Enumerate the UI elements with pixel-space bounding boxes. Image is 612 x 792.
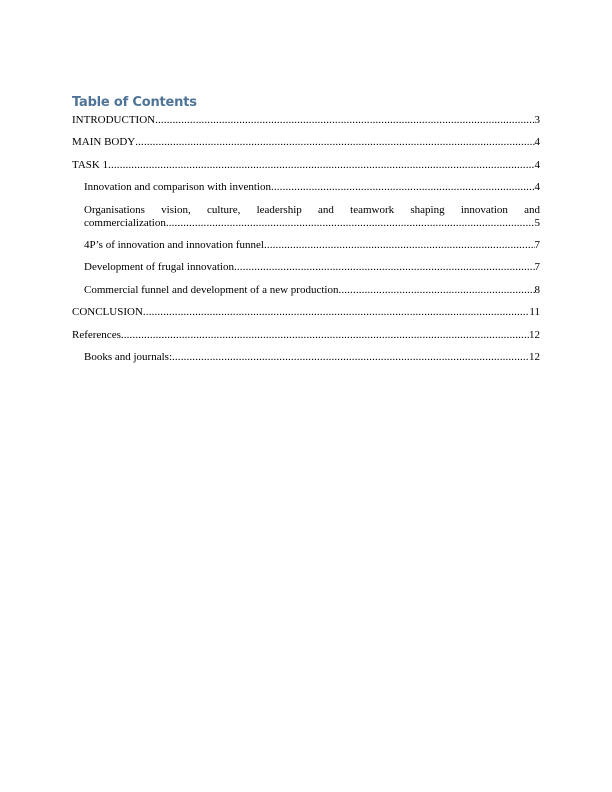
toc-dot-leader [234, 261, 535, 274]
toc-entry-page: 7 [534, 261, 540, 274]
toc-entry-label: CONCLUSION [72, 306, 143, 319]
toc-entry-page: 3 [534, 114, 540, 126]
toc-dot-leader [155, 114, 534, 127]
toc-entry-task-1[interactable] [72, 159, 540, 172]
toc-entry-label: MAIN BODY [72, 136, 136, 149]
toc-entry-page: 4 [534, 181, 540, 194]
toc-entry-4ps-innovation[interactable] [72, 239, 540, 252]
toc-entry-innovation-comparison[interactable] [72, 181, 540, 194]
toc-dot-leader [166, 217, 535, 230]
toc-entry-label: Innovation and comparison with invention [84, 181, 271, 194]
toc-entry-frugal-innovation[interactable] [72, 261, 540, 274]
toc-dot-leader [338, 284, 534, 297]
toc-entry-label: Development of frugal innovation [84, 261, 234, 274]
toc-entry-references[interactable] [72, 329, 540, 342]
toc-entry-page: 5 [534, 216, 540, 229]
toc-entry-page: 7 [534, 238, 540, 251]
toc-entry-page: 11 [529, 306, 540, 319]
toc-dot-leader [264, 239, 535, 252]
toc-entry-books-journals[interactable] [72, 351, 540, 364]
toc-entry-line2 [84, 217, 540, 230]
toc-entry-label: TASK 1 [72, 158, 109, 171]
toc-entry-label: Books and journals: [84, 350, 172, 363]
toc-entry-page: 12 [529, 328, 540, 341]
toc-entry-conclusion[interactable] [72, 306, 540, 319]
toc-entry-label: Commercial funnel and development of a new production [84, 283, 339, 296]
toc-entry-label-line2: commercialization [84, 216, 166, 229]
toc-entry-label: 4P’s of innovation and innovation funnel [84, 238, 264, 251]
toc-dot-leader [121, 329, 529, 342]
toc-title: Table of Contents [72, 95, 197, 110]
toc-entry-label-line1: Organisations vision, culture, leadership and teamwork shaping innovation and [84, 203, 540, 216]
toc-entry-page: 4 [534, 136, 540, 149]
toc-entry-page: 12 [529, 350, 540, 363]
toc-entry-introduction[interactable] [72, 114, 540, 127]
toc-dot-leader [108, 159, 534, 172]
toc-dot-leader [135, 136, 534, 149]
toc-entry-label: INTRODUCTION [72, 114, 156, 126]
toc-entry-main-body[interactable] [72, 136, 540, 149]
toc-entry-organisations-vision[interactable] [72, 204, 540, 230]
toc-entry-page: 4 [534, 158, 540, 171]
toc-dot-leader [271, 181, 535, 194]
toc-entry-commercial-funnel[interactable] [72, 284, 540, 297]
toc-entry-page: 8 [534, 283, 540, 296]
toc-dot-leader [172, 351, 529, 364]
toc-entry-label: References [72, 328, 121, 341]
toc-dot-leader [143, 306, 530, 319]
toc-list [72, 114, 540, 373]
